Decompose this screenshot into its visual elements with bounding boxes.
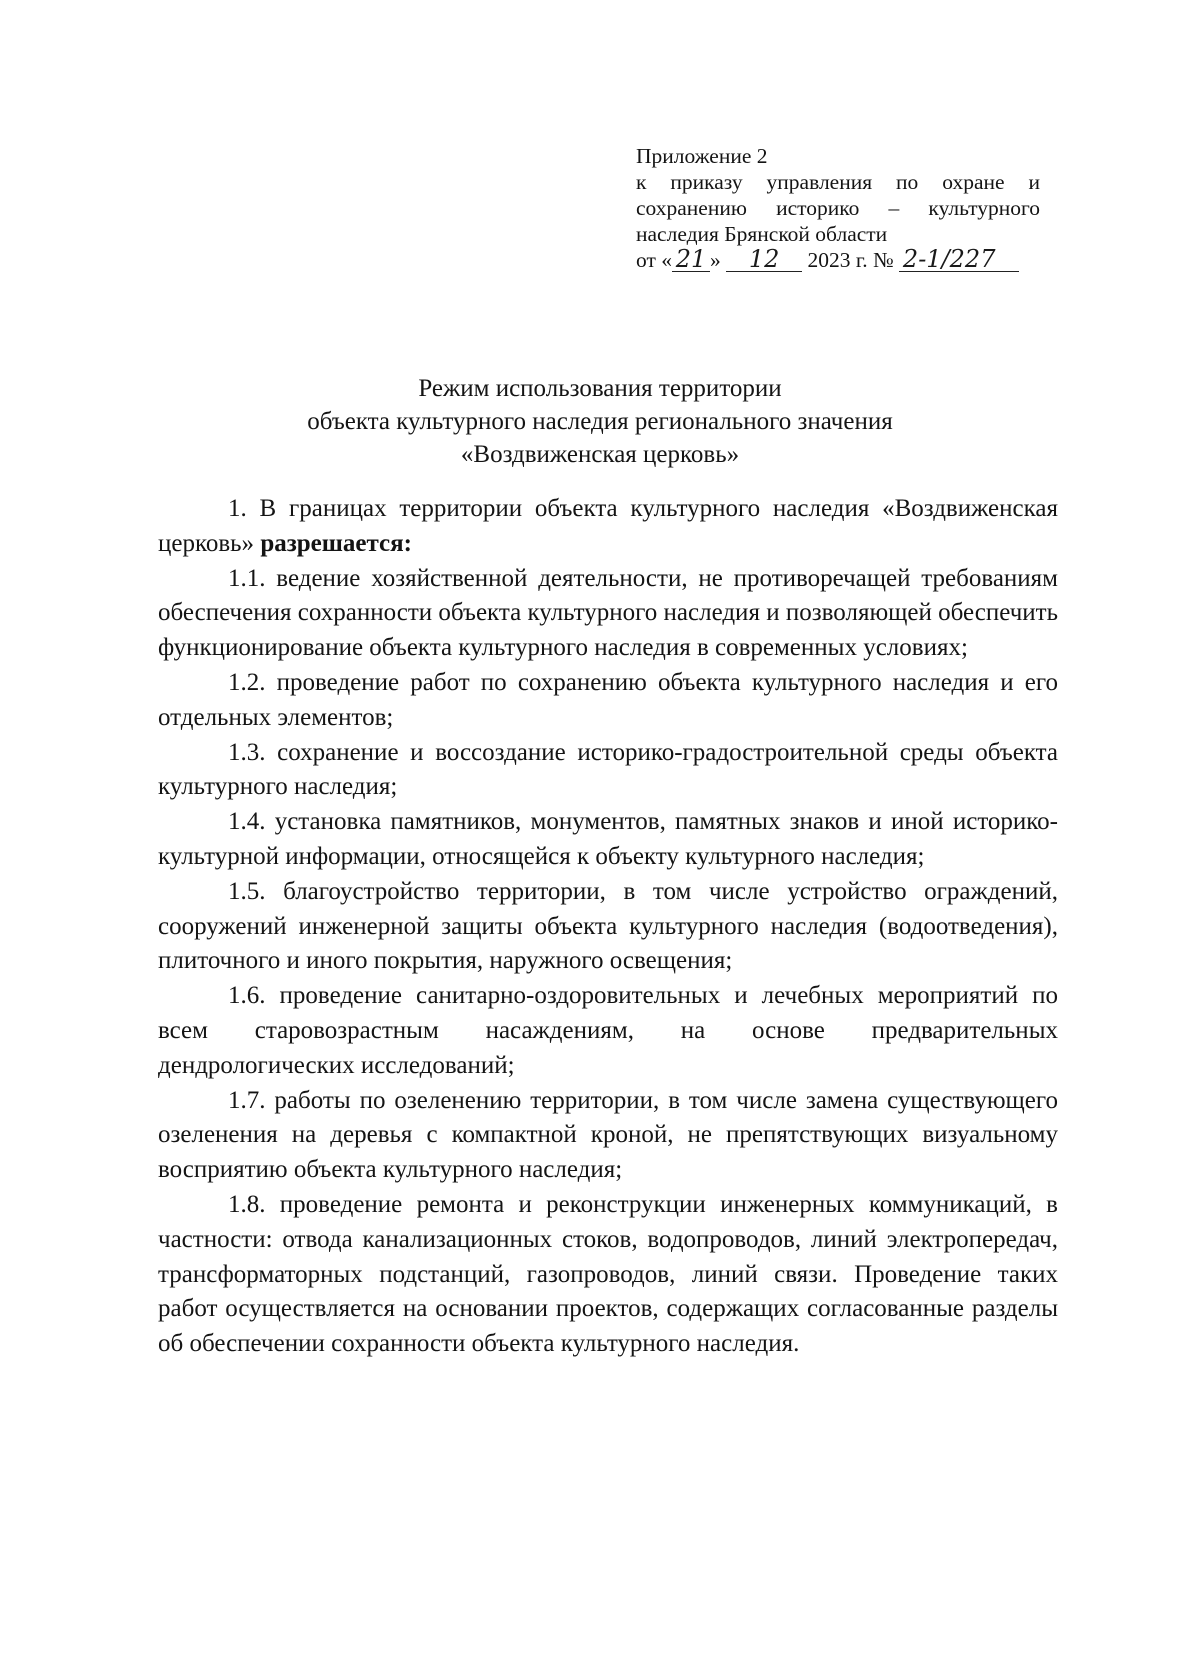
annex-order-line-3: наследия Брянской области	[636, 222, 888, 246]
date-month-handwritten: 12	[748, 245, 780, 273]
title-line-3: «Воздвиженская церковь»	[460, 441, 740, 468]
clause-1-bold-text: разрешается:	[260, 529, 412, 557]
order-number-handwritten: 2-1/227	[902, 245, 996, 273]
date-day-field	[672, 245, 710, 273]
clause-1-2: 1.2. проведение работ по сохранению объекта культурного наследия и его отдельных элементов;	[158, 668, 1058, 731]
clause-1-8: 1.8. проведение ремонта и реконструкции инженерных коммуникаций, в частности: отвода канализационных стоков, водопроводов, линий электропередач, трансформаторных подстанций, газопроводов, линий связи. Проведение таких работ осуществляется на основании проектов, содержащих согласованные разделы об обеспечении сохранности объекта культурного наследия.	[158, 1190, 1058, 1358]
document-title	[150, 372, 1050, 471]
annex-header	[636, 143, 1040, 273]
annex-order-line-2: сохранению историко – культурного	[636, 196, 1040, 220]
annex-title: Приложение 2	[636, 144, 768, 168]
title-line-2: объекта культурного наследия регионального значения	[307, 408, 893, 435]
date-day-handwritten: 21	[675, 245, 707, 273]
date-year: 2023 г. №	[807, 248, 894, 272]
clause-1-5: 1.5. благоустройство территории, в том числе устройство ограждений, сооружений инженерной защиты объекта культурного наследия (водоотведения), плиточного и иного покрытия, наружного освещения;	[158, 877, 1058, 975]
clause-1	[158, 492, 1058, 562]
annex-date-line	[636, 247, 1040, 273]
clause-1-3: 1.3. сохранение и воссоздание историко-градостроительной среды объекта культурного наследия;	[158, 738, 1058, 801]
annex-order-line-1: к приказу управления по охране и	[636, 170, 1040, 194]
clause-1-6: 1.6. проведение санитарно-оздоровительных и лечебных мероприятий по всем старовозрастным насаждениям, на основе предварительных дендрологических исследований;	[158, 982, 1058, 1079]
date-prefix: от «	[636, 248, 672, 272]
date-month-field	[726, 245, 802, 273]
order-number-field	[899, 245, 1019, 273]
date-mid: »	[710, 248, 721, 272]
clause-1-7: 1.7. работы по озеленению территории, в том числе замена существующего озеленения на деревья с компактной кроной, не препятствующих визуальному восприятию объекта культурного наследия;	[158, 1086, 1058, 1184]
clause-1-4: 1.4. установка памятников, монументов, памятных знаков и иной историко-культурной информации, относящейся к объекту культурного наследия;	[158, 808, 1058, 870]
document-body	[158, 492, 1058, 1362]
clause-1-text: 1. В границах территории объекта культурного наследия «Воздвиженская церковь»	[158, 495, 1058, 557]
clause-1-1: 1.1. ведение хозяйственной деятельности, не противоречащей требованиям обеспечения сохранности объекта культурного наследия и позволяющей обеспечить функционирование объекта культурного наследия в современных условиях;	[158, 564, 1058, 662]
title-line-1: Режим использования территории	[418, 375, 782, 402]
